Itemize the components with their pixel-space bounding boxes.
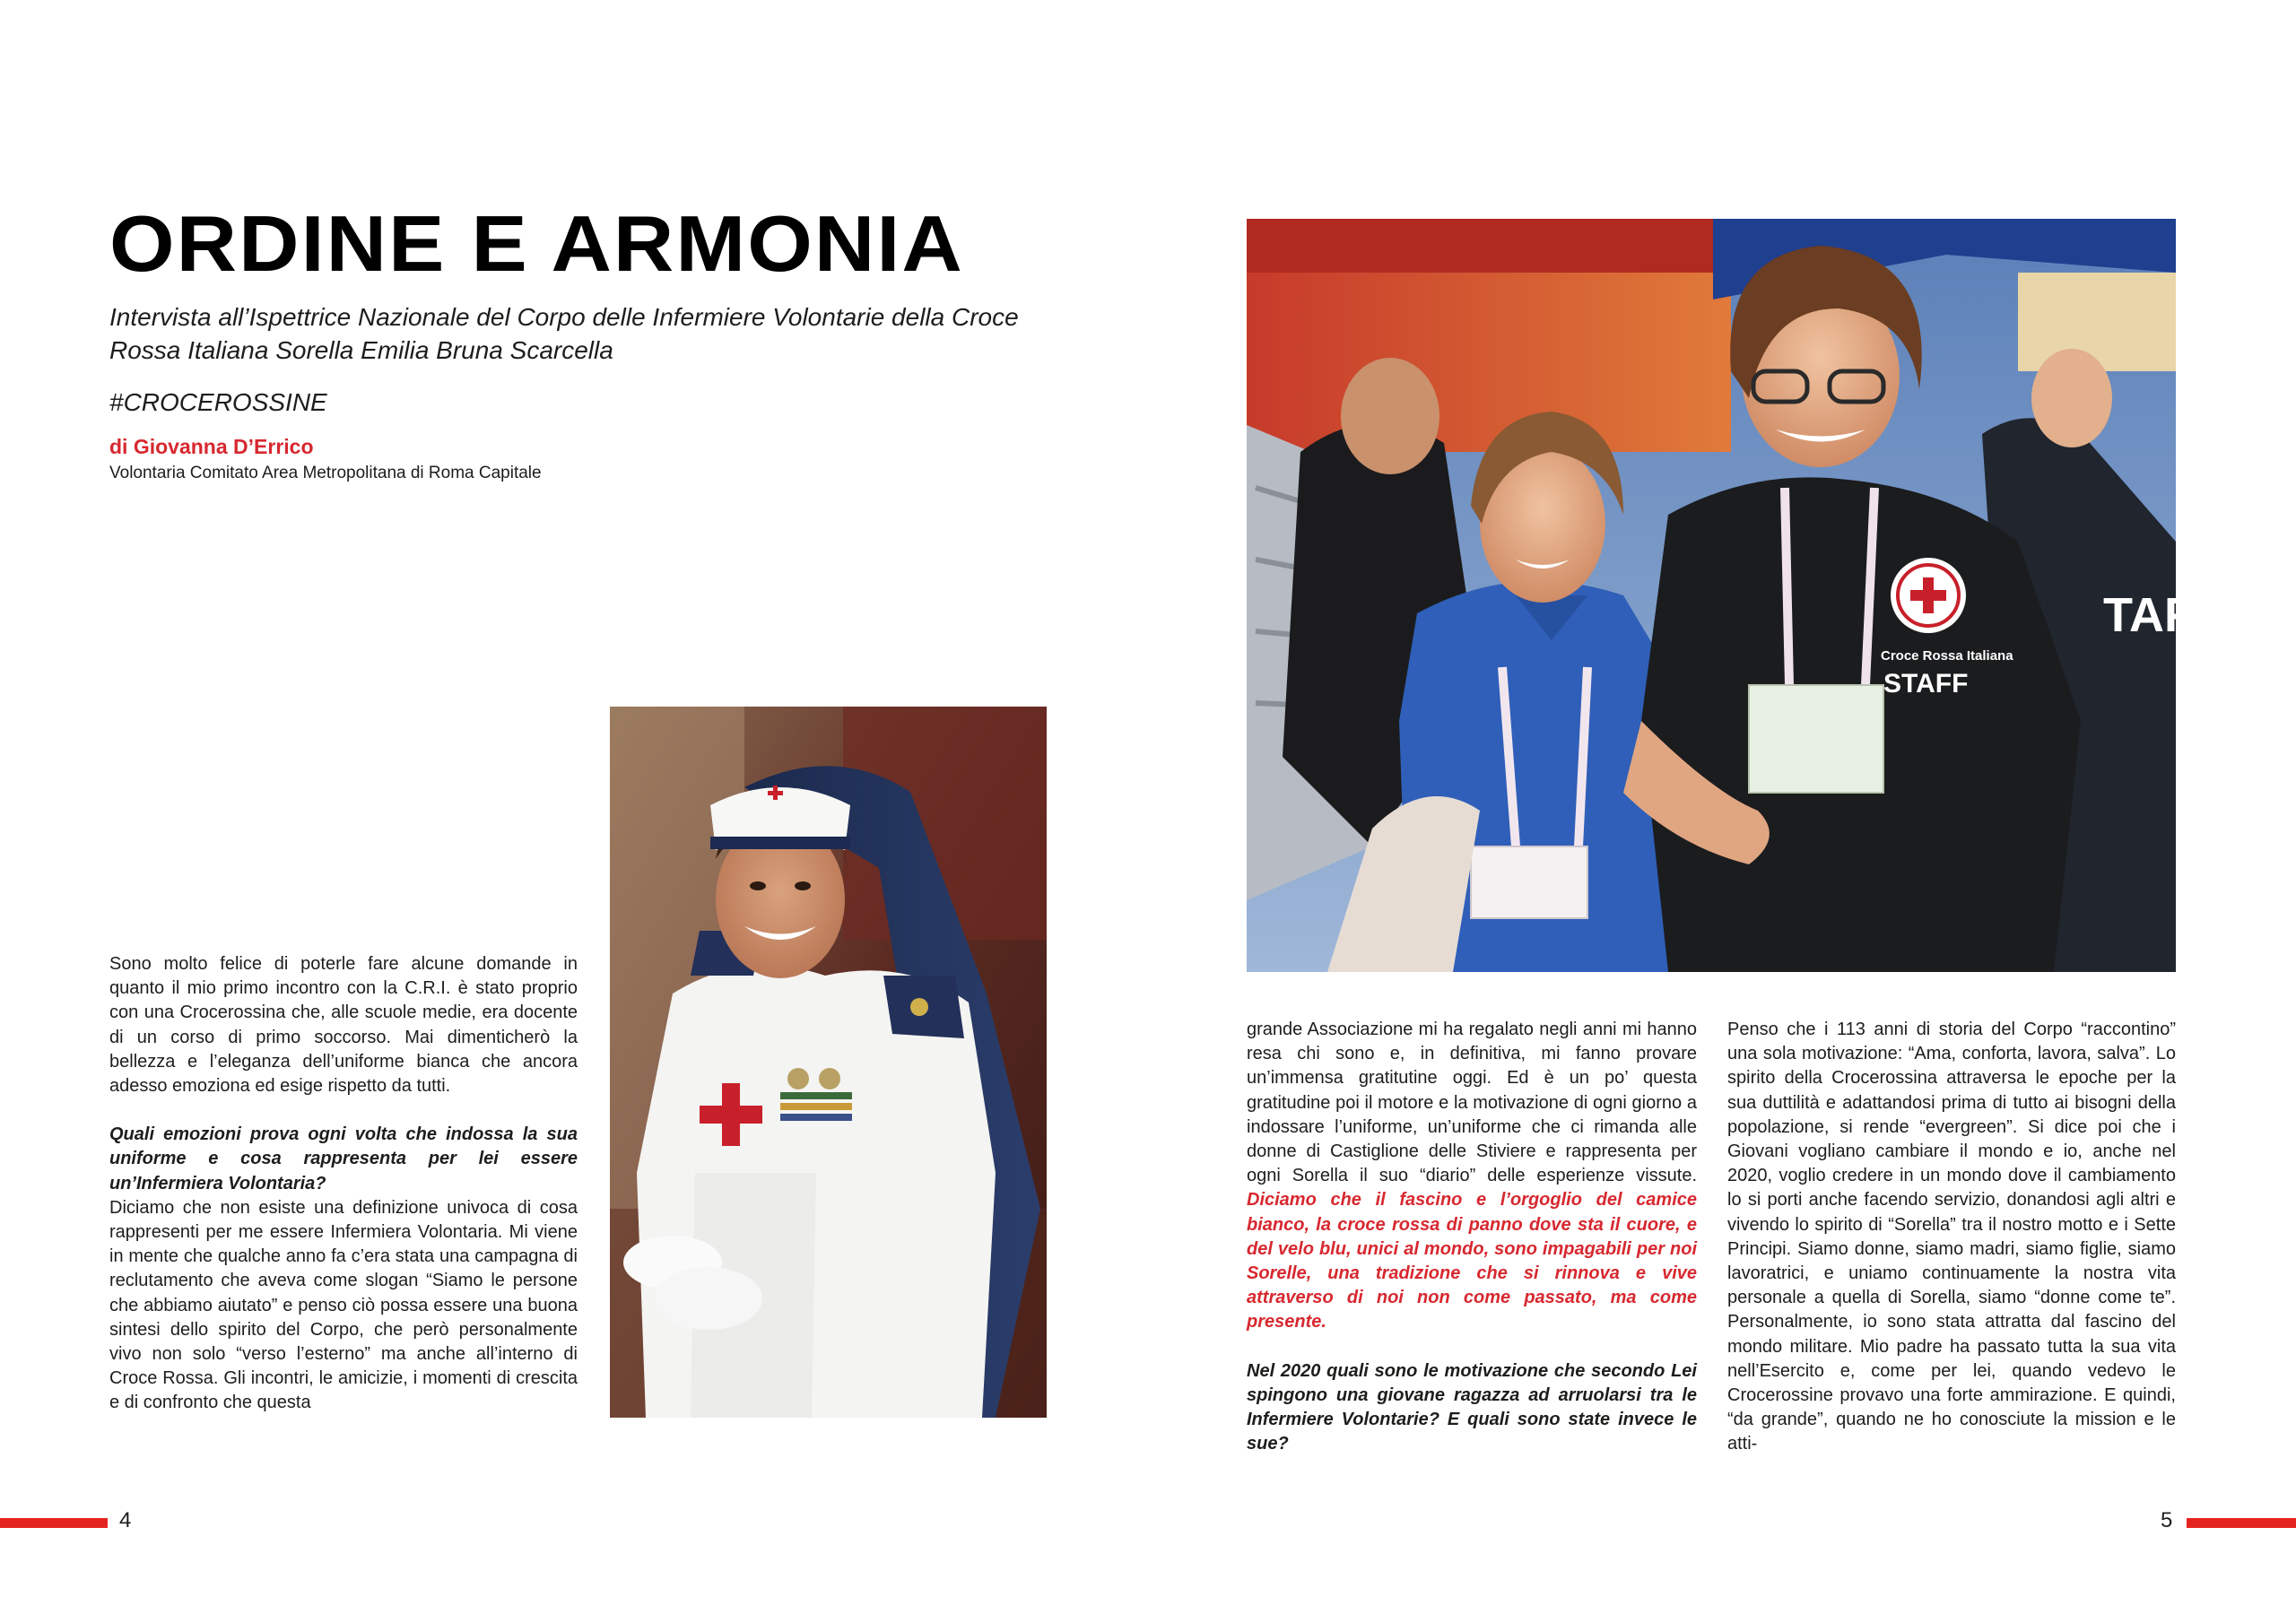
- paragraph-gap: [1247, 1335, 1697, 1359]
- hashtag: #CROCEROSSINE: [109, 388, 327, 416]
- answer-paragraph-1: Diciamo che non esiste una definizione univoca di cosa rappresenti per me essere Infermiera Volontaria. Mi viene in mente che qualche anno fa c’era stata una campagna di reclutamento che aveva come slogan “Siamo le persone che abbiamo aiutato” e penso ciò possa essere una buona sintesi dello spirito del Corpo, che però personalmente vivo non solo “verso l’esterno” ma anche all’interno di Croce Rossa. Gli incontri, le amicizie, i momenti di crescita e di confronto che questa: [109, 1197, 578, 1413]
- text-column-1: [109, 952, 578, 1416]
- text-column-2: [1247, 1018, 1697, 1456]
- interview-question-1: Quali emozioni prova ogni volta che indossa la sua uniforme e cosa rappresenta per lei essere un’Infermiera Volontaria?: [109, 1124, 578, 1193]
- shirt-staff-text: STAFF: [1883, 669, 1969, 699]
- author-byline: di Giovanna D’Errico: [109, 435, 314, 458]
- intro-paragraph: Sono molto felice di poterle fare alcune domande in quanto il mio primo incontro con la C.R.I. è stato proprio con una Crocerossina che, alle scuole medie, era docente di un corso di primo soccorso. Mai dimenticherò la bellezza e l’eleganza dell’uniforme bianca che ancora adesso emoziona ed esige rispetto da tutti.: [109, 954, 578, 1097]
- article-title: ORDINE E ARMONIA: [109, 199, 964, 288]
- staff-group-photo: [1247, 219, 2223, 972]
- page-number-right: 5: [2161, 1508, 2173, 1532]
- answer-paragraph-1-continued: [1247, 1018, 1697, 1335]
- paragraph-gap: [109, 1098, 578, 1123]
- shirt-org-text: Croce Rossa Italiana: [1881, 648, 2013, 664]
- page-number-left: 4: [119, 1508, 132, 1532]
- footer-bar-left: [0, 1518, 108, 1528]
- answer-paragraph-2: Penso che i 113 anni di storia del Corpo “raccontino” una sola motivazione: “Ama, conforta, lavora, salva”. Lo spirito della Crocerossina attraversa le epoche per la sua duttilità e adattandosi prima di tutto ai bisogni della popolazione, si rende “evergreen”. Si dice poi che i Giovani vogliano cambiare il mondo e io, anche nel 2020, voglio credere in un mondo dove il cambiamento lo si porti anche facendo servizio, donandosi agli altri e vivendo lo spirito di “Sorella” tra il nostro motto e i Sette Principi. Siamo donne, siamo madri, siamo figlie, siamo lavoratrici, e uniamo continuamente la nostra vita personale a quella di Sorella, siamo “donne come te”. Personalmente, io sono stata attratta dal fascino del mondo militare. Mio padre ha passato tutta la sua vita nell’Esercito e, come per lei, quando vedevo le Crocerossine provavo una forte ammirazione. E quindi, “da grande”, quando ne ho conosciute la mission e le atti-: [1727, 1020, 2176, 1454]
- interview-question-2: Nel 2020 quali sono le motivazione che secondo Lei spingono una giovane ragazza ad arruolarsi tra le Infermiere Volontarie? E quali sono state invece le sue?: [1247, 1360, 1697, 1454]
- author-affiliation: Volontaria Comitato Area Metropolitana di Roma Capitale: [109, 464, 542, 482]
- highlight-quote: Diciamo che il fascino e l’orgoglio del camice bianco, la croce rossa di panno dove sta il cuore, e del velo blu, unici al mondo, sono impagabili per noi Sorelle, una tradizione che si rinnova e vive attraverso di noi non come passato, ma come presente.: [1247, 1190, 1697, 1332]
- answer-text: grande Associazione mi ha regalato negli anni mi hanno resa chi sono e, in definitiva, mi fanno provare un’immensa gratitutine oggi. Ed è un po’ questa gratitudine poi il motore e la motivazione di ogni giorno a indossare l’uniforme, un’uniforme che ci rimanda alle donne di Castiglione delle Stiviere e rappresenta per ogni Sorella il suo “diario” delle esperienze vissute.: [1247, 1020, 1697, 1186]
- article-subtitle: Intervista all’Ispettrice Nazionale del Corpo delle Infermiere Volontarie della Croce Rossa Italiana Sorella Emilia Bruna Scarcella: [109, 303, 1019, 364]
- footer-bar-right: [2187, 1518, 2296, 1528]
- nurse-portrait-photo: [610, 707, 1047, 1418]
- sleeve-staff-text: TAFF: [2103, 588, 2223, 642]
- text-column-3: [1727, 1018, 2176, 1457]
